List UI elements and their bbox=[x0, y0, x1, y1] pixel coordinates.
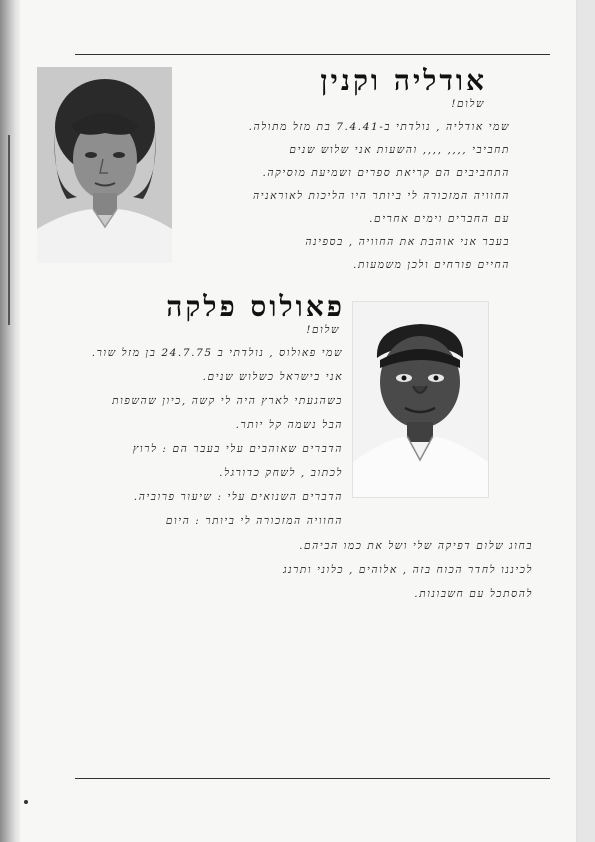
profile-name-heading-1: אודליה וקנין bbox=[320, 64, 487, 97]
profile-1-line: עם החברים וימים אחרים. bbox=[369, 213, 510, 225]
profile-2-line: בחוג שלום דפיקה שלי ושל את כמו הביהם. bbox=[299, 540, 533, 552]
profile-2-line: להסתכל עם חשבונות. bbox=[414, 588, 533, 600]
profile-1-line: תחביבי ,,,, ,,,, והשעות אני שלוש שנים bbox=[289, 144, 510, 156]
margin-mark bbox=[8, 135, 10, 325]
profile-2-line: החוויה המזכורה לי ביותר : היום bbox=[165, 515, 343, 527]
profile-1-line: שלום! bbox=[451, 98, 485, 110]
profile-1-line: שמי אודליה , נולדתי ב-7.4.41 בת מזל מתולה. bbox=[248, 121, 510, 133]
book-spine-shadow bbox=[0, 0, 20, 842]
profile-2-line: הדברים שאוהבים עלי בעבר הם : לרוץ bbox=[132, 443, 343, 455]
page-edge bbox=[578, 0, 595, 842]
profile-2-line: הבל נשמה קל יותר. bbox=[235, 419, 343, 431]
bottom-rule bbox=[75, 778, 550, 779]
profile-1-line: התחביבים הם קריאת ספרים ושמיעת מוסיקה. bbox=[262, 167, 510, 179]
page-mark bbox=[24, 800, 28, 804]
profile-2-line: לכיננו לחדר הכוח בזה , אלוהים , כלוני ותרנג bbox=[283, 564, 533, 576]
portrait-photo-2 bbox=[352, 301, 489, 498]
profile-1-line: בעבר אני אוהבת את החוויה , בספינה bbox=[305, 236, 510, 248]
profile-1-line: החוויה המזכורה לי ביותר היו הליכות לאוראניה bbox=[253, 190, 510, 202]
portrait-boy-image bbox=[353, 302, 488, 497]
profile-2-line: לכתוב , לשחק כדורגל. bbox=[219, 467, 343, 479]
profile-2-line: אני בישראל כשלוש שנים. bbox=[202, 371, 343, 383]
profile-2-line: שלום! bbox=[306, 324, 340, 336]
profile-2-line: שמי פאולוס , נולדתי ב 24.7.75 בן מזל שור. bbox=[91, 347, 343, 359]
portrait-photo-1 bbox=[37, 67, 172, 263]
profile-2-line: כשהגעתי לארץ היה לי קשה ,כיון שהשפות bbox=[112, 395, 343, 407]
profile-2-line: הדברים השנואים עלי : שיעור פרוביה. bbox=[133, 491, 343, 503]
profile-name-heading-2: פאולוס פלקה bbox=[166, 290, 345, 323]
profile-1-line: החיים פורחים ולכן משמעות. bbox=[353, 259, 510, 271]
top-rule bbox=[75, 54, 550, 55]
portrait-girl-image bbox=[37, 67, 172, 263]
